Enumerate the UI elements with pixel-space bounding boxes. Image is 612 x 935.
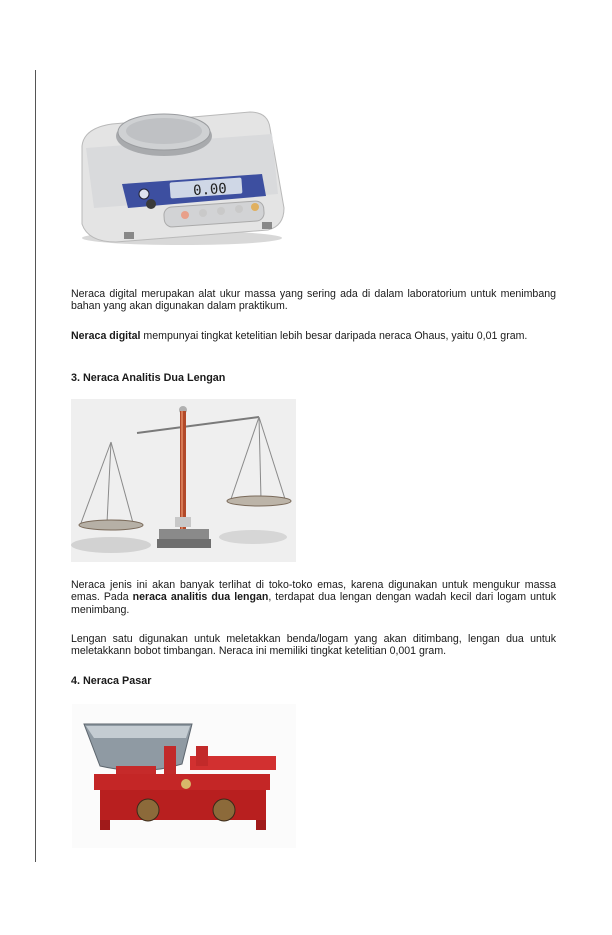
paragraph-2-bold: Neraca digital: [71, 330, 141, 342]
paragraph-4: Lengan satu digunakan untuk meletakkan benda/logam yang akan ditimbang, lengan dua untuk meletakkann bobot timbangan. Neraca ini memiliki tingkat ketelitian 0,001 gram.: [71, 633, 556, 658]
page-margin-rule: [35, 70, 36, 862]
digital-balance-image: [72, 104, 288, 248]
market-scale-image: [72, 704, 296, 848]
heading-neraca-pasar: 4. Neraca Pasar: [71, 675, 152, 687]
paragraph-1: Neraca digital merupakan alat ukur massa yang sering ada di dalam laboratorium untuk menimbang bahan yang akan digunakan dalam praktikum.: [71, 288, 556, 313]
paragraph-3-text-a: Neraca jenis ini akan banyak terlihat di toko-toko emas, karena digunakan untuk mengukur massa emas. Pada: [71, 579, 556, 604]
two-arm-balance-image: [71, 399, 296, 562]
paragraph-2: [71, 330, 556, 342]
heading-neraca-analitis: 3. Neraca Analitis Dua Lengan: [71, 372, 226, 384]
paragraph-3-text-b: , terdapat dua lengan dengan wadah kecil dari logam untuk menimbang.: [71, 591, 557, 616]
paragraph-3: [71, 579, 556, 616]
paragraph-2-text: mempunyai tingkat ketelitian lebih besar daripada neraca Ohaus, yaitu 0,01 gram.: [140, 330, 528, 342]
balance-display-readout: 0.00: [192, 180, 228, 200]
paragraph-3-bold: neraca analitis dua lengan: [132, 591, 269, 604]
